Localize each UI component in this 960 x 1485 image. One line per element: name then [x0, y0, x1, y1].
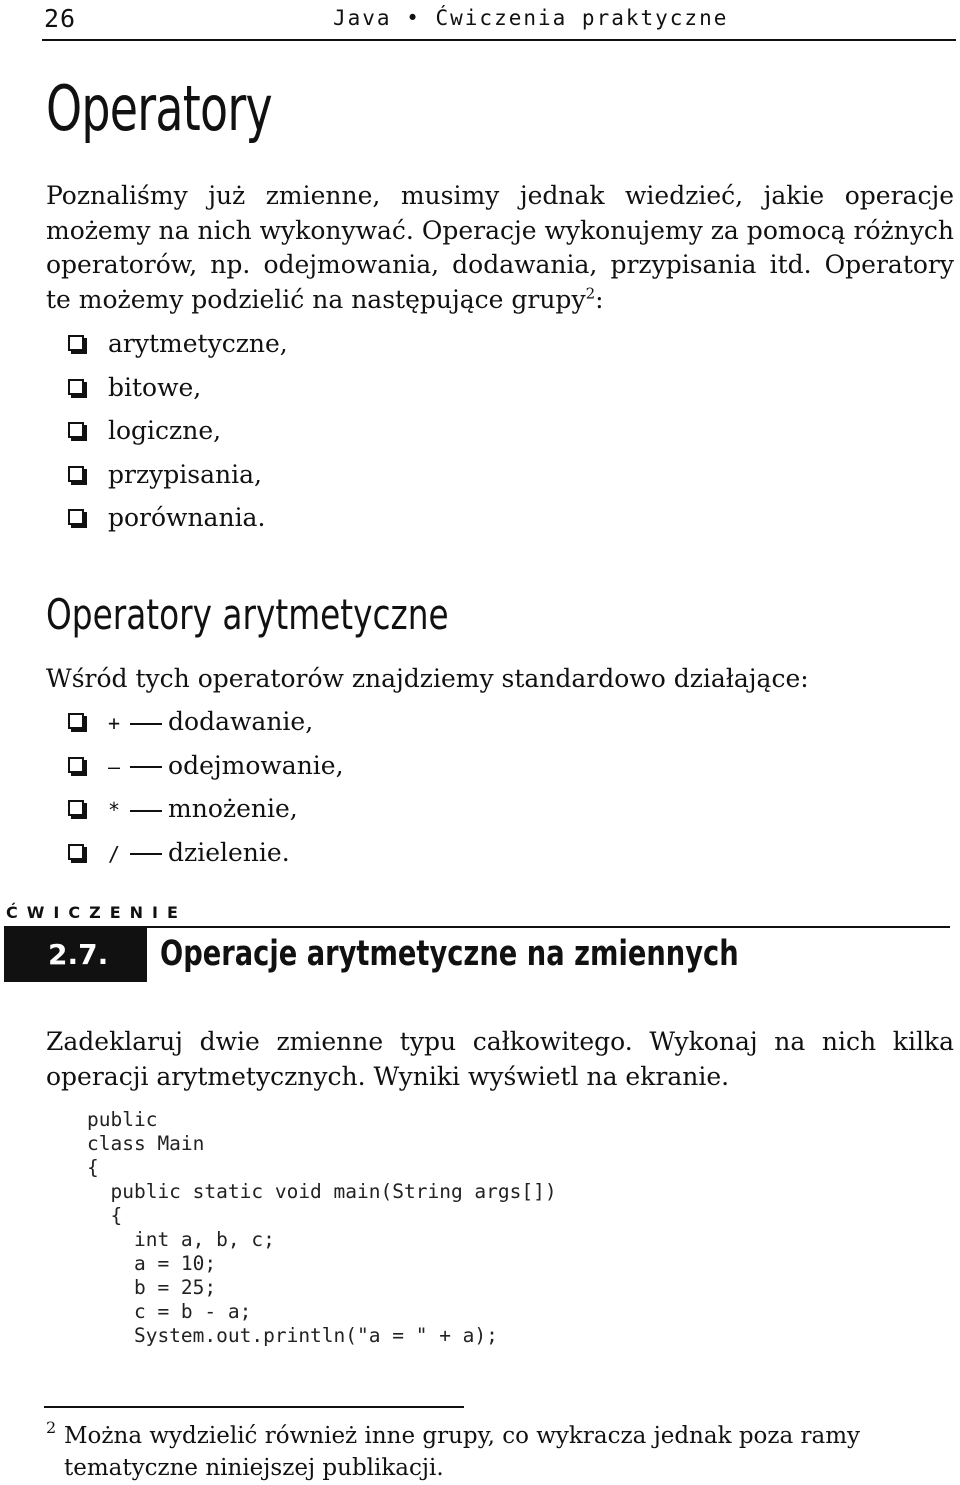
em-dash: [130, 853, 162, 855]
intro-text: Poznaliśmy już zmienne, musimy jednak wiedzieć, jakie operacje możemy na nich wykonywać. Operacje wykonujemy za pomocą różnych operatorów, np. odejmowania, dodawania, przypisania itd. Operatory te możemy podzielić na następujące grupy: [46, 181, 954, 314]
list-item-label: arytmetyczne,: [108, 329, 288, 358]
exercise-number: 2.7.: [48, 938, 109, 971]
list-item: [46, 366, 646, 410]
checkbox-bullet-icon: [68, 379, 84, 395]
intro-end: :: [595, 284, 604, 314]
running-title: Java • Ćwiczenia praktyczne: [333, 6, 729, 30]
em-dash: [130, 810, 162, 812]
arithmetic-operators-list: [46, 700, 646, 874]
operator-symbol: *: [108, 798, 121, 822]
checkbox-bullet-icon: [68, 757, 84, 773]
operator-desc: mnożenie,: [168, 794, 298, 823]
page-number: 26: [44, 4, 77, 33]
list-item: [46, 496, 646, 540]
list-item-label: przypisania,: [108, 459, 262, 489]
checkbox-bullet-icon: [68, 509, 84, 525]
footnote-ref: 2: [585, 284, 596, 303]
list-item: [46, 322, 646, 366]
operator-symbol: –: [108, 754, 121, 779]
list-item: [46, 831, 646, 875]
operator-desc: dzielenie.: [168, 837, 290, 867]
list-item: [46, 744, 646, 788]
operator-symbol: /: [108, 841, 121, 866]
footnote-rule: [44, 1406, 464, 1408]
operator-groups-list: [46, 322, 646, 540]
list-item: [46, 787, 646, 831]
operator-desc: odejmowanie,: [168, 750, 344, 780]
intro-paragraph: [46, 179, 954, 317]
operator-symbol: +: [108, 711, 121, 735]
checkbox-bullet-icon: [68, 466, 84, 482]
section-title: Operatory: [46, 72, 272, 145]
exercise-description: Zadeklaruj dwie zmienne typu całkowitego. Wykonaj na nich kilka operacji arytmetycznych. Wyniki wyświetl na ekranie.: [46, 1027, 954, 1091]
checkbox-bullet-icon: [68, 844, 84, 860]
list-item-label: bitowe,: [108, 372, 202, 402]
exercise-label: ĆWICZENIE: [6, 903, 187, 922]
list-item: [46, 453, 646, 497]
header-rule: [42, 39, 956, 41]
exercise-title: Operacje arytmetyczne na zmiennych: [160, 934, 739, 974]
operator-desc: dodawanie,: [168, 707, 314, 736]
code-listing: public class Main { public static void main(String args[]) { int a, b, c; a = 10; b = 25; c = b - a; System.out.println("a = " + a);: [87, 1108, 557, 1347]
checkbox-bullet-icon: [68, 422, 84, 438]
checkbox-bullet-icon: [68, 713, 84, 729]
em-dash: [130, 723, 162, 725]
list-item-label: porównania.: [108, 503, 266, 532]
subsection-title: Operatory arytmetyczne: [46, 590, 449, 639]
list-item-label: logiczne,: [108, 416, 222, 445]
list-item: [46, 700, 646, 744]
checkbox-bullet-icon: [68, 800, 84, 816]
checkbox-bullet-icon: [68, 335, 84, 351]
em-dash: [130, 766, 162, 768]
footnote-text: Można wydzielić również inne grupy, co wykracza jednak poza ramy tematyczne niniejszej publikacji.: [64, 1423, 861, 1481]
footnote-mark: 2: [46, 1418, 57, 1437]
subsection-intro: Wśród tych operatorów znajdziemy standardowo działające:: [46, 664, 809, 693]
list-item: [46, 409, 646, 453]
